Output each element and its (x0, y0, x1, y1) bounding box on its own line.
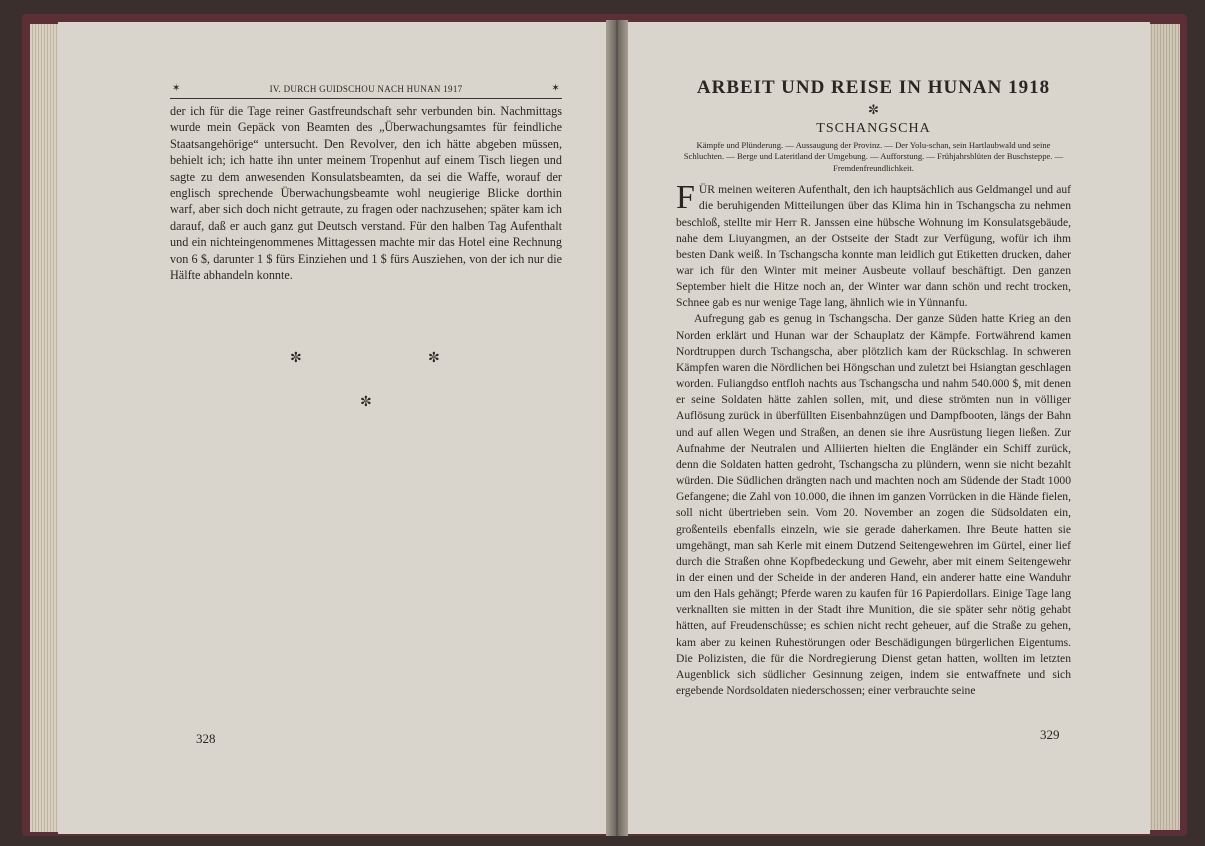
chapter-summary: Kämpfe und Plünderung. — Aussaugung der Provinz. — Der Yolu-schan, sein Hartlaubwald und seine Schluchten. — Berge und Lateritland der Umgebung. — Aufforstung. — Frühjahrsblüten der Buschsteppe. — Fremdenfreundlichkeit. (683, 140, 1064, 173)
body-text (676, 179, 1071, 699)
asterism-icon: ✼ (360, 395, 372, 410)
asterism-icon: ✼ (428, 351, 440, 366)
star-icon: ✶ (551, 83, 560, 94)
page-number-right: 329 (1040, 727, 1060, 742)
chapter-title: ARBEIT UND REISE IN HUNAN 1918 (696, 77, 1051, 98)
paragraph-2: Aufregung gab es genug in Tschangscha. Der ganze Süden hatte Krieg an den Norden erklärt und Hunan war der Schauplatz der Kämpfe. Fortwährend kamen Nordtruppen durch Tschangscha, aber plötzlich kam der Rückschlag. In schweren Kämpfen waren die Nördlichen bei Höngschan und zuletzt bei Hsiangtan geschlagen worden. Fuliangdso entfloh nachts aus Tschangscha und nahm 540.000 $, mit denen er seine Soldaten hätte zahlen sollen, mit, und diese strömten nun in völliger Auflösung zurück in überfüllten Eisenbahnzügen und Dampfbooten, längs der Bahn und auf allen Wegen und Straßen, an denen sie ihre Ausrüstung liegen ließen. Zur Aufnahme der Neutralen und Alliierten hielten die Engländer ein Schiff zurück, denn die Soldaten hatten gedroht, Tschangscha zu plündern, wenn sie nicht bezahlt würden. Die Südlichen drängten nach und machten noch am Südende der Stadt 1000 Gefangene; die Zahl von 10.000, die ihnen im ganzen Vorrücken in die Hände fielen, soll nicht übertrieben sein. Vom 20. November an zogen die Südsoldaten ein, großenteils ebenfalls einzeln, wie sie gerade daherkamen. Ihre Beute hatten sie umgehängt, man sah Kerle mit einem Dutzend Seitengewehren im Gürtel, einer lief durch die Straßen ohne Kopfbedeckung und Gewehr, aber mit einem Seitengewehr in der einen und der Scheide in der anderen Hand, ein anderer hatte eine Wanduhr um den Hals gehängt; Pferde waren zu kaufen für 16 Papierdollars. Einige Tage lang verknallten sie mitten in der Stadt ihre Munition, die sie später sehr nötig gehabt hätten, auf Freudenschüsse; es schien nicht recht geheuer, auf die Straße zu gehen, kam aber zu keinen Ruhestörungen oder Beschädigungen bürgerlichen Eigentums. Die Polizisten, die für die Nordregierung Dienst getan hatten, wollten im letzten Augenblick sich südlicher Gesinnung zeigen, indem sie entwaffnete und sich ergebende Nordsoldaten niederschossen; einer verbrauchte seine (676, 312, 1071, 698)
paragraph-1 (676, 179, 1071, 311)
paragraph-1-text: ÜR meinen weiteren Aufenthalt, den ich hauptsächlich aus Geldmangel und auf die beruhigenden Mitteilungen über das Klima hin in Tschangscha zu nehmen beschloß, stellte mir Herr R. Janssen eine hübsche Wohnung im Konsulatsgebäude, nahe dem Liuyangmen, an der Ostseite der Stadt zur Verfügung, wofür ich ihm besten Dank weiß. In Tschangscha konnte man leidlich gut Etiketten drucken, daher war ich für den Winter mit meiner Ausbeute vollauf beschäftigt. Den ganzen September hielt die Hitze noch an, der Winter war dann schön und recht trocken, Schnee gab es nur wenige Tage lang, ähnlich wie in Yünnanfu. (676, 183, 1071, 310)
asterism-icon: ✼ (868, 102, 879, 117)
running-head (170, 84, 562, 99)
asterism-icon: ✼ (290, 351, 302, 366)
book-gutter (606, 20, 628, 836)
section-title: TSCHANGSCHA (816, 121, 931, 136)
running-head-text: IV. DURCH GUIDSCHOU NACH HUNAN 1917 (269, 84, 463, 94)
page-number-left: 328 (196, 731, 216, 746)
right-page-text (676, 76, 1071, 699)
left-page-text (170, 103, 562, 283)
drop-cap: F (676, 179, 695, 217)
left-paragraph: der ich für die Tage reiner Gastfreundschaft sehr verbunden bin. Nachmittags wurde mein Gepäck von Beamten des „Überwachungsamtes für feindliche Staatsangehörige“ untersucht. Den Revolver, den ich hätte abgeben müssen, behielt ich; ich hatte ihn unter meinem Tropenhut auf einem Tisch liegen und sagte zu dem anwesenden Konsulatsbeamten, da sei die Waffe, worauf der englisch sprechende Überwachungsbeamte wohl neugierige Blicke dorthin warf, aber sich doch nicht getraute, zu fragen oder nachzusehen; später kam ich darauf, daß er auch ganz gut Deutsch verstand. Für den halben Tag Aufenthalt und ein nichteingenommenes Mittagessen machte mir das Hotel eine Rechnung von 6 $, darunter 1 $ fürs Einziehen und 1 $ fürs Ausziehen, von der ich nur die Hälfte abhandeln konnte. (170, 104, 562, 283)
star-icon: ✶ (172, 83, 181, 94)
